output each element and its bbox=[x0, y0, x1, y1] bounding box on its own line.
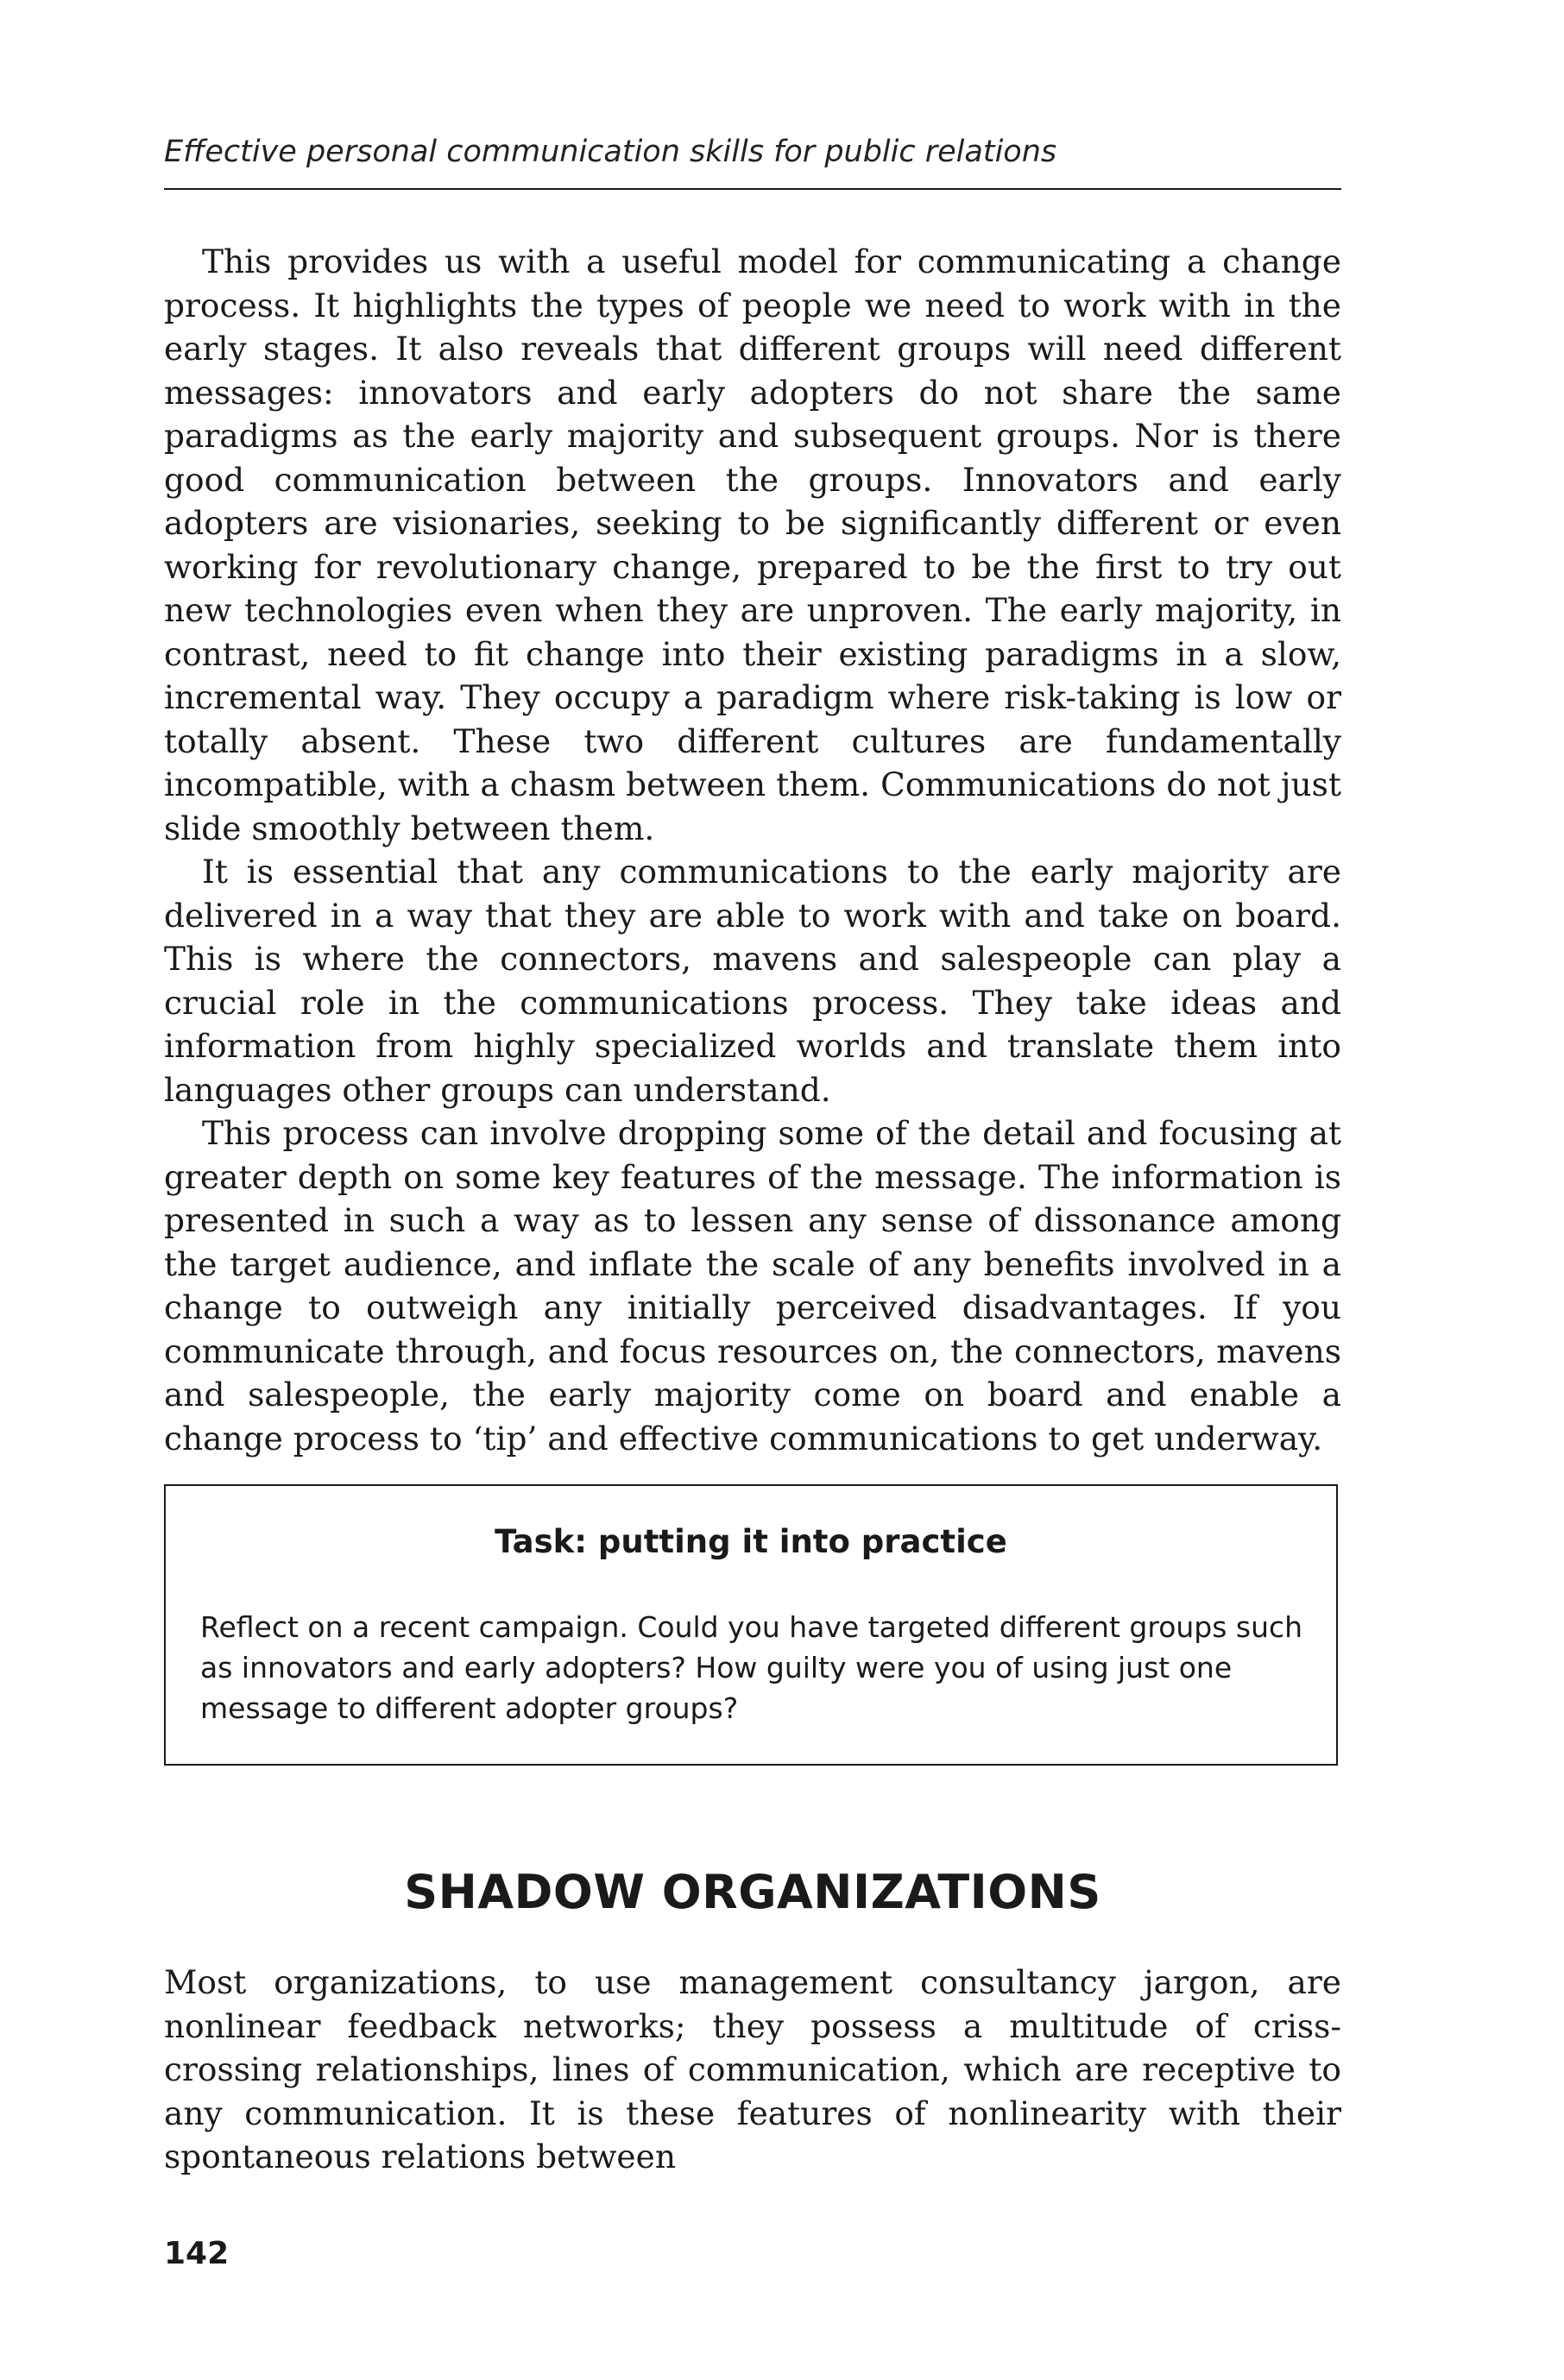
body-paragraph-1: This provides us with a useful model for communicating a change process. It highlights the types of people we need to work with in the early stages. It also reveals that different groups will need different messages: innovators and early adopters do not share the same paradigms as the early majority and subsequent groups. Nor is there good communication between the groups. Innovators and early adopters are visionaries, seeking to be significantly different or even working for revolutionary change, prepared to be the first to try out new technologies even when they are unproven. The early majority, in contrast, need to fit change into their existing paradigms in a slow, incremental way. They occupy a paradigm where risk-taking is low or totally absent. These two different cultures are fundamentally incompatible, with a chasm between them. Communications do not just slide smoothly between them. bbox=[164, 242, 1341, 847]
task-box-title: Task: putting it into practice bbox=[495, 1523, 1007, 1560]
body-text bbox=[164, 240, 1341, 1460]
task-box-text: Reflect on a recent campaign. Could you have targeted different groups such as innovators and early adopters? How guilty were you of using just one message to different adopter groups? bbox=[200, 1610, 1303, 1725]
section-heading: SHADOW ORGANIZATIONS bbox=[404, 1865, 1101, 1919]
running-head: Effective personal communication skills for public relations bbox=[164, 135, 1057, 169]
body-paragraph-2: It is essential that any communications to the early majority are delivered in a way that they are able to work with and take on board. This is where the connectors, mavens and salespeople can play a crucial role in the communications process. They take ideas and information from highly specialized worlds and translate them into languages other groups can understand. bbox=[164, 853, 1341, 1109]
header-rule bbox=[164, 188, 1341, 190]
page-number: 142 bbox=[164, 2236, 230, 2271]
section-text bbox=[164, 1961, 1341, 2179]
body-paragraph-3: This process can involve dropping some of the detail and focusing at greater depth on some key features of the message. The information is presented in such a way as to lessen any sense of dissonance among the target audience, and inflate the scale of any benefits involved in a change to outweigh any initially perceived disadvantages. If you communicate through, and focus resources on, the connectors, mavens and salespeople, the early majority come on board and enable a change process to ‘tip’ and effective communications to get underway. bbox=[164, 1114, 1341, 1458]
task-box bbox=[164, 1484, 1338, 1766]
section-paragraph: Most organizations, to use management consultancy jargon, are nonlinear feedback networks; they possess a multitude of criss-crossing relationships, lines of communication, which are receptive to any communication. It is these features of nonlinearity with their spontaneous relations between bbox=[164, 1963, 1341, 2175]
